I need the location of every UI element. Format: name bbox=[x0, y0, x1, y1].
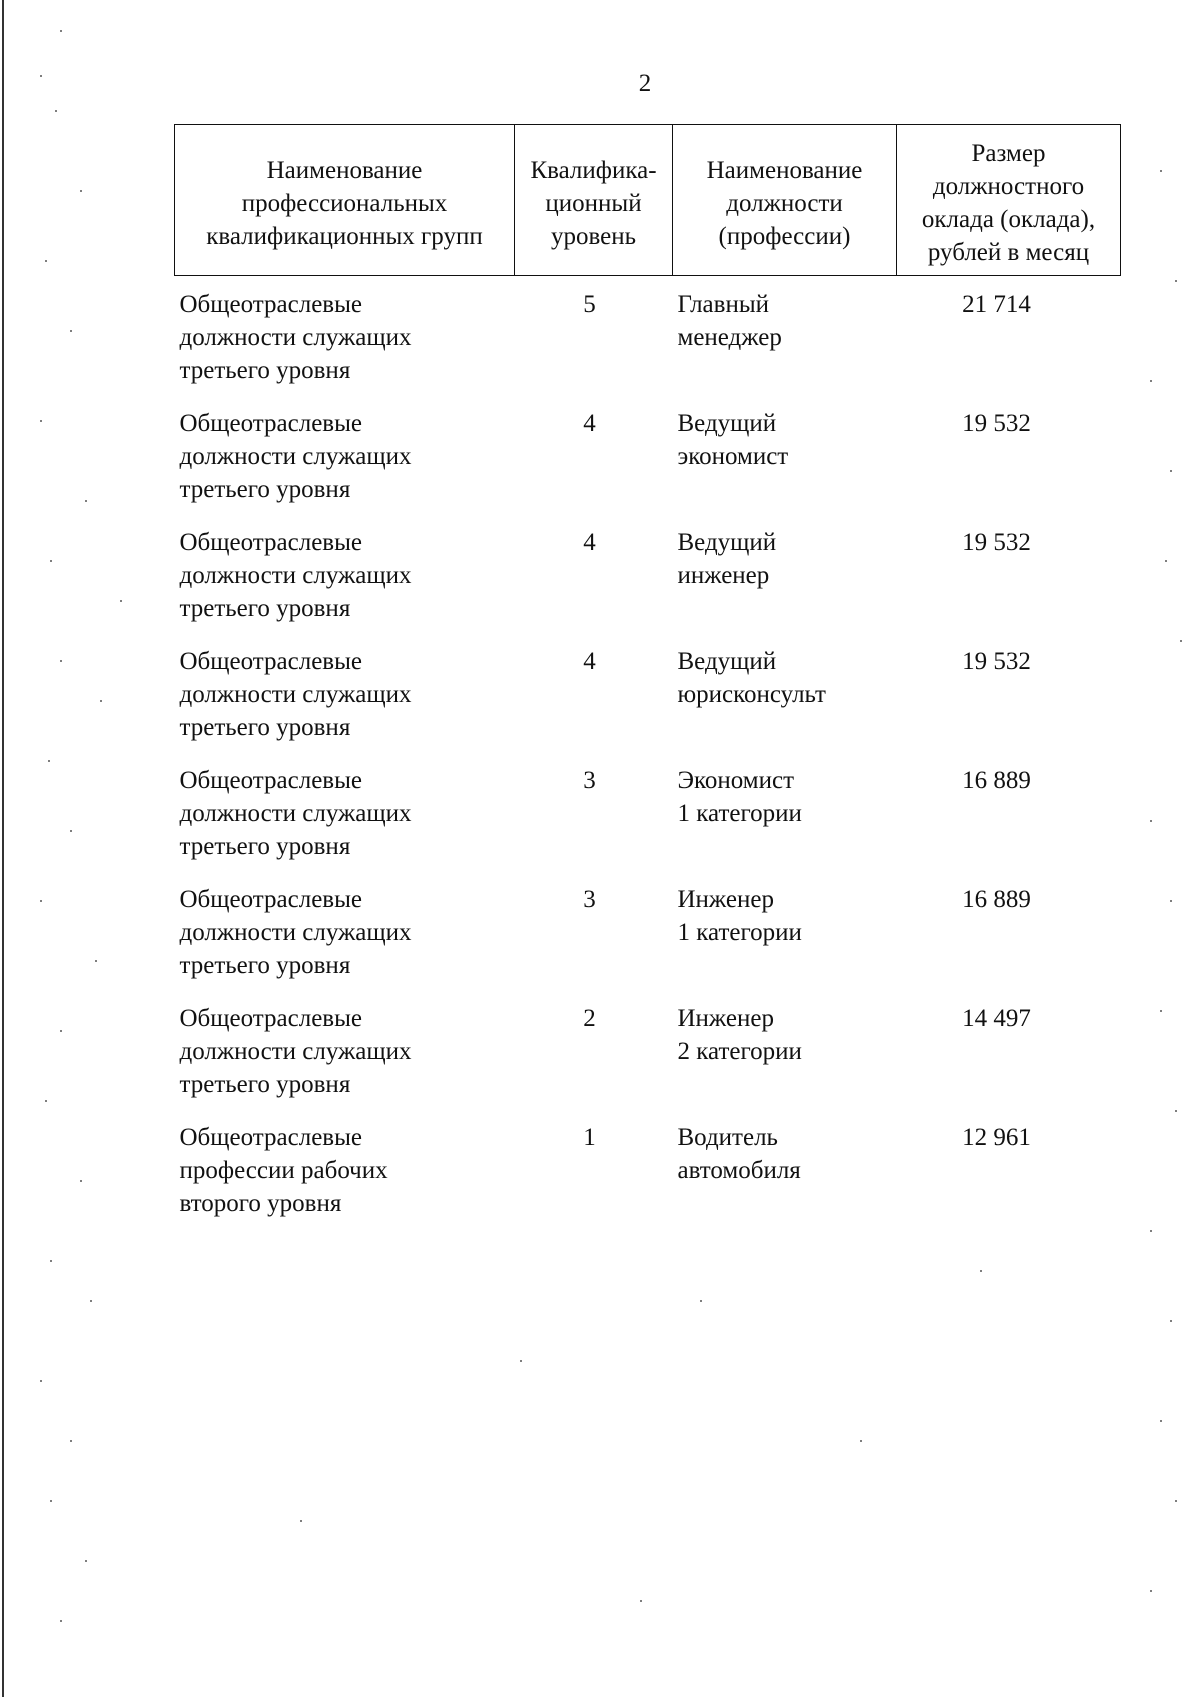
table-row bbox=[175, 1002, 1121, 1121]
table-row bbox=[175, 526, 1121, 645]
group-name-line: третьего уровня bbox=[179, 594, 351, 622]
scan-speck bbox=[60, 30, 62, 32]
scan-speck bbox=[50, 1260, 52, 1262]
position-name-cell bbox=[673, 764, 897, 883]
salary-cell bbox=[897, 407, 1121, 526]
position-name-line: 1 категории bbox=[677, 918, 802, 946]
table-row bbox=[175, 407, 1121, 526]
qualification-level-value: 4 bbox=[583, 409, 596, 437]
position-name-line: юрисконсульт bbox=[677, 680, 826, 708]
scan-speck bbox=[1160, 170, 1162, 172]
scan-speck bbox=[1165, 560, 1167, 562]
position-name-line: инженер bbox=[677, 561, 770, 589]
salary-value: 19 532 bbox=[962, 409, 1031, 437]
group-name-cell bbox=[175, 1121, 515, 1240]
header-line: Наименование bbox=[706, 156, 863, 184]
salary-value: 21 714 bbox=[962, 291, 1031, 318]
group-name-line: должности служащих bbox=[179, 324, 412, 351]
salary-cell bbox=[897, 276, 1121, 407]
scan-speck bbox=[40, 900, 42, 902]
salary-value: 16 889 bbox=[962, 885, 1031, 913]
group-name-cell bbox=[175, 407, 515, 526]
position-name-cell bbox=[673, 1002, 897, 1121]
header-line: (профессии) bbox=[718, 222, 851, 250]
scan-speck bbox=[1170, 900, 1172, 902]
scan-speck bbox=[45, 260, 47, 262]
scan-speck bbox=[85, 500, 87, 502]
group-name-line: Общеотраслевые bbox=[179, 409, 362, 437]
position-name-line: менеджер bbox=[677, 324, 782, 351]
group-name-line: профессии рабочих bbox=[179, 1156, 388, 1184]
table-row bbox=[175, 276, 1121, 407]
scan-speck bbox=[1180, 640, 1182, 642]
header-line: должностного bbox=[932, 173, 1085, 200]
salary-cell bbox=[897, 1002, 1121, 1121]
position-name-line: Водитель bbox=[677, 1123, 778, 1151]
position-name-line: 2 категории bbox=[677, 1037, 802, 1065]
scan-speck bbox=[1170, 470, 1172, 472]
position-name-line: Главный bbox=[677, 291, 770, 318]
group-name-line: должности служащих bbox=[179, 442, 412, 470]
scan-speck bbox=[70, 830, 72, 832]
scan-speck bbox=[100, 700, 102, 702]
position-name-cell bbox=[673, 883, 897, 1002]
group-name-line: Общеотраслевые bbox=[179, 1123, 362, 1151]
salary-cell bbox=[897, 1121, 1121, 1240]
salary-value: 19 532 bbox=[962, 528, 1031, 556]
scan-speck bbox=[640, 1600, 642, 1602]
scan-speck bbox=[1150, 820, 1152, 822]
scan-speck bbox=[1150, 1590, 1152, 1592]
table-body bbox=[175, 276, 1121, 1240]
header-line: Квалифика- bbox=[530, 156, 657, 184]
group-name-line: третьего уровня bbox=[179, 1070, 351, 1098]
qualification-level-value: 1 bbox=[583, 1123, 596, 1151]
scan-speck bbox=[70, 330, 72, 332]
position-name-line: Инженер bbox=[677, 1004, 774, 1032]
group-name-line: третьего уровня bbox=[179, 475, 351, 503]
header-line: Наименование bbox=[266, 156, 423, 184]
position-name-cell bbox=[673, 276, 897, 407]
scan-speck bbox=[1160, 1010, 1162, 1012]
scan-left-edge bbox=[2, 0, 4, 1697]
scan-speck bbox=[48, 760, 50, 762]
scan-speck bbox=[50, 1500, 52, 1502]
header-salary bbox=[897, 125, 1121, 276]
group-name-line: третьего уровня bbox=[179, 713, 351, 741]
qualification-level-value: 4 bbox=[583, 647, 596, 675]
header-line: ционный bbox=[545, 189, 642, 217]
scan-speck bbox=[60, 1030, 62, 1032]
scan-speck bbox=[40, 1380, 42, 1382]
scan-speck bbox=[120, 600, 122, 602]
scan-speck bbox=[55, 110, 57, 112]
group-name-line: Общеотраслевые bbox=[179, 647, 362, 675]
scan-speck bbox=[1150, 1230, 1152, 1232]
salary-value: 12 961 bbox=[962, 1123, 1031, 1151]
scan-speck bbox=[45, 1100, 47, 1102]
qualification-level-cell bbox=[515, 1002, 673, 1121]
group-name-line: третьего уровня bbox=[179, 832, 351, 860]
page-number: 2 bbox=[638, 70, 652, 97]
group-name-line: должности служащих bbox=[179, 561, 412, 589]
table-row bbox=[175, 645, 1121, 764]
group-name-line: Общеотраслевые bbox=[179, 291, 362, 318]
scan-speck bbox=[520, 1360, 522, 1362]
table-header bbox=[175, 125, 1121, 276]
group-name-cell bbox=[175, 276, 515, 407]
header-qualification-level bbox=[515, 125, 673, 276]
header-line: уровень bbox=[550, 222, 637, 250]
header-line: квалификационных групп bbox=[206, 222, 483, 250]
qualification-level-value: 3 bbox=[583, 885, 596, 913]
group-name-line: Общеотраслевые bbox=[179, 885, 362, 913]
scan-speck bbox=[85, 1560, 87, 1562]
scan-speck bbox=[700, 1300, 702, 1302]
group-name-cell bbox=[175, 645, 515, 764]
header-line: должности bbox=[726, 189, 843, 217]
header-group-name bbox=[175, 125, 515, 276]
group-name-line: Общеотраслевые bbox=[179, 766, 362, 794]
group-name-line: должности служащих bbox=[179, 1037, 412, 1065]
salary-value: 16 889 bbox=[962, 766, 1031, 794]
group-name-cell bbox=[175, 764, 515, 883]
scan-speck bbox=[80, 1180, 82, 1182]
position-name-cell bbox=[673, 645, 897, 764]
group-name-cell bbox=[175, 526, 515, 645]
scan-speck bbox=[60, 1620, 62, 1622]
scan-speck bbox=[1150, 380, 1152, 382]
salary-table bbox=[174, 124, 1121, 1240]
scan-speck bbox=[1170, 1320, 1172, 1322]
header-position-name bbox=[673, 125, 897, 276]
position-name-line: экономист bbox=[677, 442, 789, 470]
header-line: оклада (оклада), bbox=[921, 206, 1096, 233]
position-name-cell bbox=[673, 526, 897, 645]
group-name-cell bbox=[175, 883, 515, 1002]
scan-speck bbox=[50, 560, 52, 562]
group-name-line: второго уровня bbox=[179, 1189, 342, 1217]
scan-speck bbox=[80, 190, 82, 192]
qualification-level-value: 3 bbox=[583, 766, 596, 794]
position-name-line: 1 категории bbox=[677, 799, 802, 827]
header-row bbox=[175, 125, 1121, 276]
group-name-line: должности служащих bbox=[179, 918, 412, 946]
scan-speck bbox=[1160, 1420, 1162, 1422]
qualification-level-cell bbox=[515, 764, 673, 883]
scan-speck bbox=[1175, 1110, 1177, 1112]
header-line: профессиональных bbox=[241, 189, 448, 217]
table-row bbox=[175, 1121, 1121, 1240]
scan-speck bbox=[860, 1440, 862, 1442]
salary-cell bbox=[897, 883, 1121, 1002]
position-name-cell bbox=[673, 1121, 897, 1240]
scan-speck bbox=[1175, 1500, 1177, 1502]
scan-speck bbox=[300, 1520, 302, 1522]
position-name-line: Ведущий bbox=[677, 409, 777, 437]
salary-value: 14 497 bbox=[962, 1004, 1031, 1032]
scan-speck bbox=[980, 1270, 982, 1272]
salary-cell bbox=[897, 645, 1121, 764]
group-name-line: Общеотраслевые bbox=[179, 1004, 362, 1032]
group-name-line: должности служащих bbox=[179, 799, 412, 827]
scan-speck bbox=[1175, 280, 1177, 282]
group-name-cell bbox=[175, 1002, 515, 1121]
table-row bbox=[175, 764, 1121, 883]
qualification-level-value: 4 bbox=[583, 528, 596, 556]
group-name-line: Общеотраслевые bbox=[179, 528, 362, 556]
position-name-cell bbox=[673, 407, 897, 526]
position-name-line: Ведущий bbox=[677, 528, 777, 556]
salary-value: 19 532 bbox=[962, 647, 1031, 675]
scan-speck bbox=[90, 1300, 92, 1302]
scan-speck bbox=[40, 420, 42, 422]
qualification-level-value: 5 bbox=[583, 291, 596, 318]
qualification-level-cell bbox=[515, 1121, 673, 1240]
scan-speck bbox=[70, 1440, 72, 1442]
position-name-line: автомобиля bbox=[677, 1156, 801, 1184]
group-name-line: третьего уровня bbox=[179, 357, 351, 384]
position-name-line: Инженер bbox=[677, 885, 774, 913]
header-line: Размер bbox=[971, 140, 1046, 167]
table-row bbox=[175, 883, 1121, 1002]
qualification-level-value: 2 bbox=[583, 1004, 596, 1032]
scan-speck bbox=[95, 960, 97, 962]
qualification-level-cell bbox=[515, 645, 673, 764]
qualification-level-cell bbox=[515, 276, 673, 407]
position-name-line: Ведущий bbox=[677, 647, 777, 675]
scan-speck bbox=[60, 660, 62, 662]
qualification-level-cell bbox=[515, 407, 673, 526]
qualification-level-cell bbox=[515, 883, 673, 1002]
group-name-line: должности служащих bbox=[179, 680, 412, 708]
header-line: рублей в месяц bbox=[927, 239, 1090, 266]
qualification-level-cell bbox=[515, 526, 673, 645]
position-name-line: Экономист bbox=[677, 766, 795, 794]
salary-cell bbox=[897, 526, 1121, 645]
group-name-line: третьего уровня bbox=[179, 951, 351, 979]
salary-cell bbox=[897, 764, 1121, 883]
